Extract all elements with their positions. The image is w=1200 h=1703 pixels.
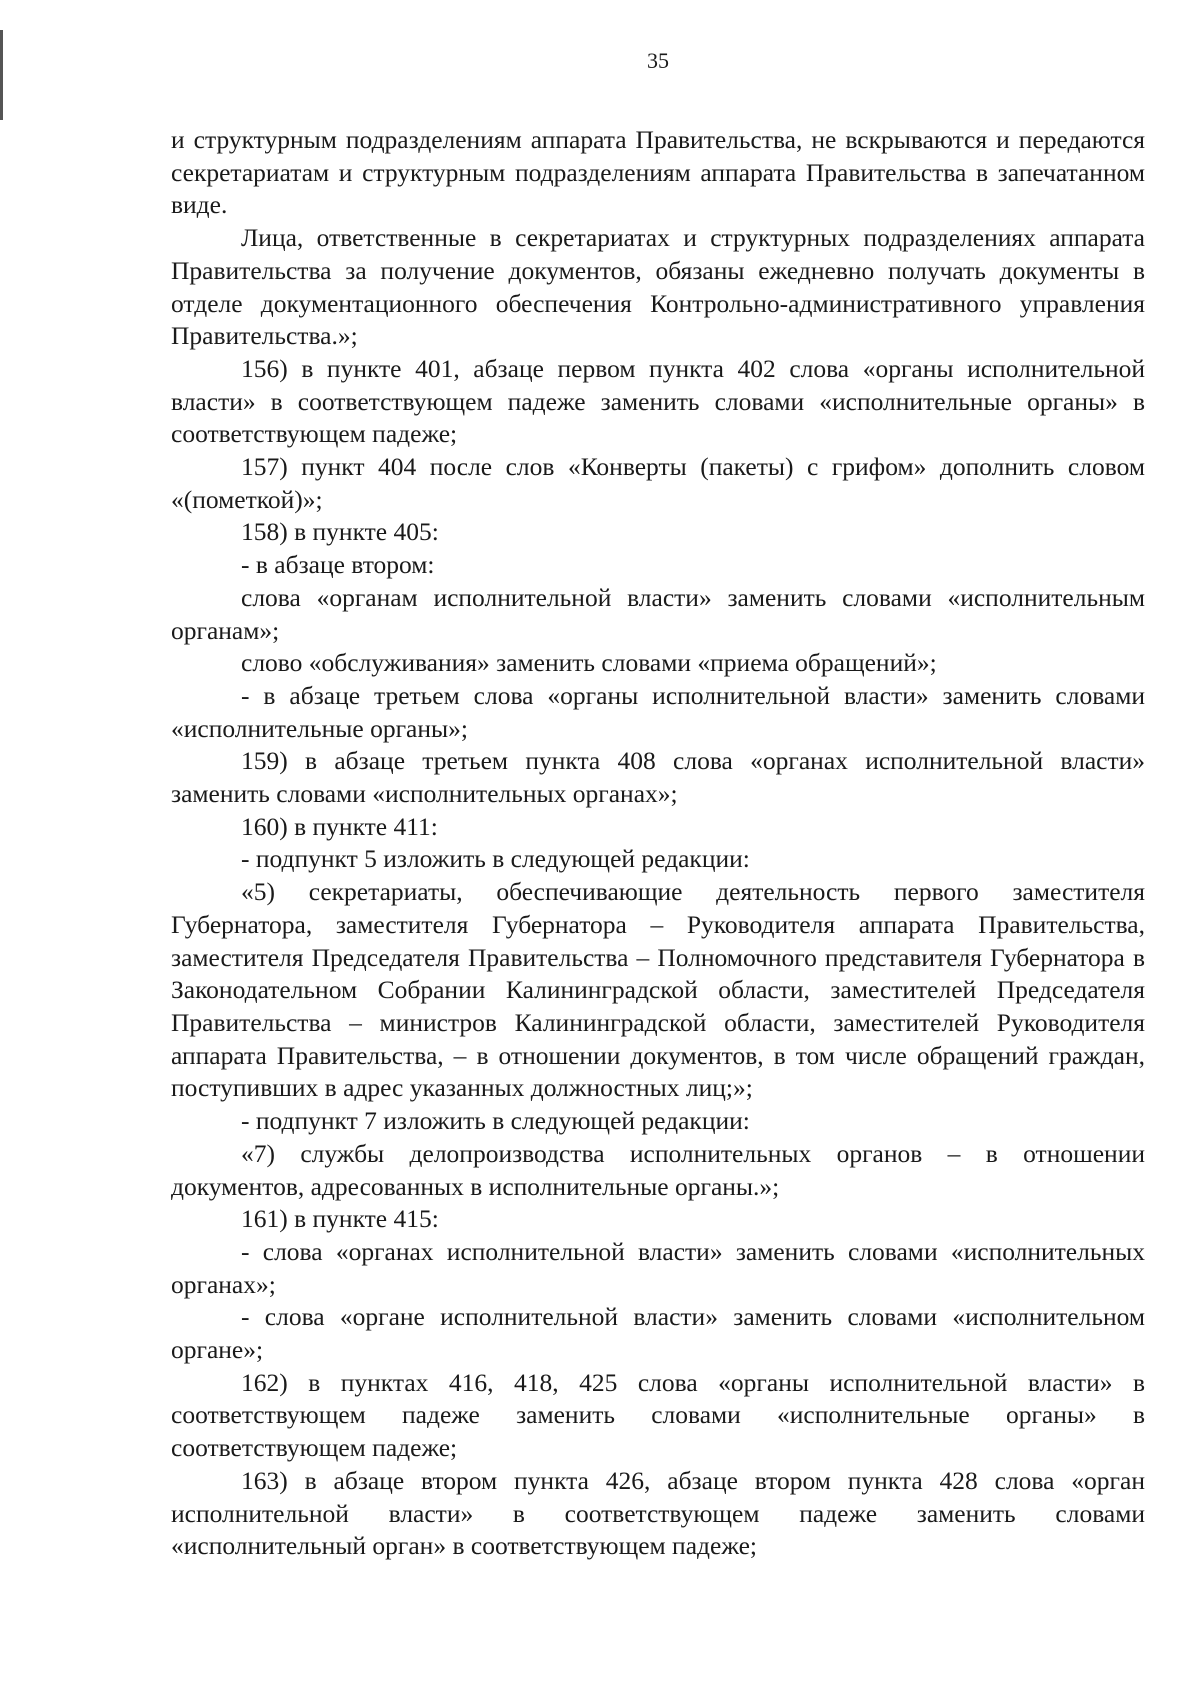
scan-edge-mark	[0, 30, 3, 120]
paragraph: и структурным подразделениям аппарата Правительства, не вскрываются и передаются секретариатам и структурным подразделениям аппарата Правительства в запечатанном виде.	[171, 125, 1145, 220]
paragraph: - подпункт 7 изложить в следующей редакции:	[241, 1106, 750, 1136]
paragraph: 160) в пункте 411:	[241, 811, 438, 841]
paragraph: 158) в пункте 405:	[241, 517, 439, 547]
paragraph: 159) в абзаце третьем пункта 408 слова «органах исполнительной власти» заменить словами «исполнительных органах»;	[171, 746, 1145, 809]
paragraph: - слова «органах исполнительной власти» заменить словами «исполнительных органах»;	[171, 1236, 1145, 1299]
paragraph: - в абзаце третьем слова «органы исполнительной власти» заменить словами «исполнительные органы»;	[171, 680, 1145, 743]
paragraph: «7) службы делопроизводства исполнительных органов – в отношении документов, адресованных в исполнительные органы.»;	[171, 1138, 1145, 1201]
paragraph: 163) в абзаце втором пункта 426, абзаце втором пункта 428 слова «орган исполнительной власти» в соответствующем падеже заменить словами «исполнительный орган» в соответствующем падеже;	[171, 1465, 1145, 1561]
page-number: 35	[647, 48, 669, 73]
paragraph: - слова «органе исполнительной власти» заменить словами «исполнительном органе»;	[171, 1302, 1145, 1365]
paragraph: 162) в пунктах 416, 418, 425 слова «органы исполнительной власти» в соответствующем падеже заменить словами «исполнительные органы» в соответствующем падеже;	[171, 1367, 1145, 1463]
paragraph: 156) в пункте 401, абзаце первом пункта 402 слова «органы исполнительной власти» в соответствующем падеже заменить словами «исполнительные органы» в соответствующем падеже;	[171, 353, 1145, 449]
paragraph: слова «органам исполнительной власти» заменить словами «исполнительным органам»;	[171, 582, 1145, 645]
paragraph: 157) пункт 404 после слов «Конверты (пакеты) с грифом» дополнить словом «(пометкой)»;	[171, 452, 1145, 514]
paragraph: слово «обслуживания» заменить словами «приема обращений»;	[241, 648, 937, 678]
document-body	[171, 124, 1145, 1563]
paragraph: 161) в пункте 415:	[241, 1204, 439, 1234]
paragraph: - подпункт 5 изложить в следующей редакции:	[241, 844, 750, 874]
paragraph: Лица, ответственные в секретариатах и структурных подразделениях аппарата Правительства за получение документов, обязаны ежедневно получать документы в отделе документационного обеспечения Контрольно-административного управления Правительства.»;	[171, 223, 1145, 351]
paragraph: - в абзаце втором:	[241, 550, 435, 580]
paragraph: «5) секретариаты, обеспечивающие деятельность первого заместителя Губернатора, заместителя Губернатора – Руководителя аппарата Правительства, заместителя Председателя Правительства – Полномочного представителя Губернатора в Законодательном Собрании Калининградской области, заместителей Председателя Правительства – министров Калининградской области, заместителей Руководителя аппарата Правительства, – в отношении документов, в том числе обращений граждан, поступивших в адрес указанных должностных лиц;»;	[171, 877, 1145, 1103]
